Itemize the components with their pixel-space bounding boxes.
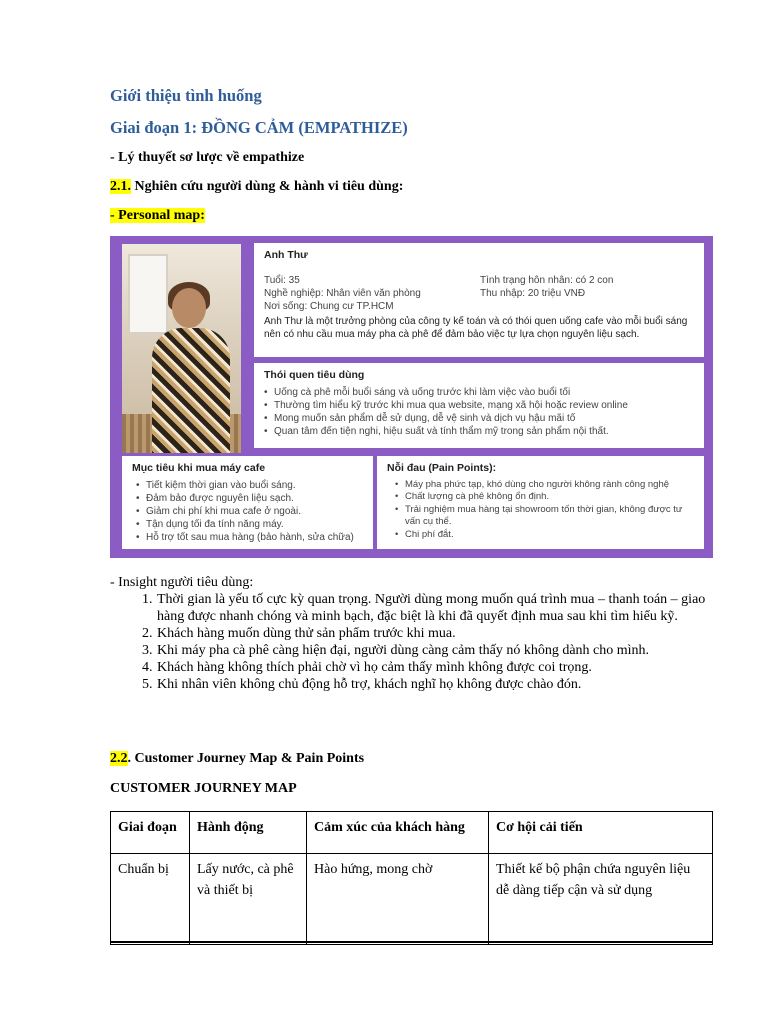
- insight-item: 3. Khi máy pha cà phê càng hiện đại, người dùng càng cảm thấy nó không dành cho mình.: [156, 642, 710, 659]
- persona-photo: [122, 244, 241, 453]
- habit-item: • Quan tâm đến tiện nghi, hiệu suất và tính thẩm mỹ trong sản phẩm nội thất.: [264, 425, 694, 438]
- persona-income: Thu nhập: 20 triệu VNĐ: [480, 288, 586, 299]
- persona-profile-card: [254, 243, 704, 357]
- theory-line: - Lý thuyết sơ lược về empathize: [110, 150, 305, 165]
- insight-item: 4. Khách hàng không thích phải chờ vì họ cảm thấy mình không được coi trọng.: [156, 659, 710, 676]
- customer-journey-table: [110, 811, 713, 945]
- section-2-1-number: 2.1.: [110, 179, 131, 194]
- habits-title: Thói quen tiêu dùng: [264, 369, 365, 381]
- habits-card: [254, 363, 704, 448]
- table-bottom-border: [110, 941, 713, 943]
- pain-point-item: • Máy pha phức tạp, khó dùng cho người không rành công nghệ: [395, 479, 694, 492]
- insight-list: [110, 591, 710, 693]
- habit-item: • Thường tìm hiểu kỹ trước khi mua qua website, mạng xã hội hoặc review online: [264, 399, 694, 412]
- pain-points-title: Nỗi đau (Pain Points):: [387, 462, 497, 474]
- pain-points-card: [377, 456, 704, 549]
- table-cell: Chuẩn bị: [111, 854, 190, 945]
- persona-job: Nghề nghiệp: Nhân viên văn phòng: [264, 288, 421, 299]
- insight-title: - Insight người tiêu dùng:: [110, 575, 254, 590]
- personal-map-label: [110, 208, 205, 224]
- pain-point-item: • Trải nghiệm mua hàng tại showroom tốn thời gian, không được tư vấn cụ thể.: [395, 504, 694, 529]
- table-header: Giai đoạn: [111, 812, 190, 854]
- insight-item: 2. Khách hàng muốn dùng thử sản phẩm trước khi mua.: [156, 625, 710, 642]
- heading-stage1: Giai đoạn 1: ĐỒNG CẢM (EMPATHIZE): [110, 118, 408, 137]
- goal-item: • Giảm chi phí khi mua cafe ở ngoài.: [136, 505, 363, 518]
- section-2-2: [110, 751, 364, 767]
- table-cell: Thiết kế bộ phận chứa nguyên liệu dễ dàng tiếp cận và sử dụng: [489, 854, 713, 945]
- cjm-title: CUSTOMER JOURNEY MAP: [110, 781, 297, 796]
- persona-bio: Anh Thư là một trưởng phòng của công ty kế toán và có thói quen uống cafe vào mỗi buổi sáng nên có nhu cầu mua máy pha cà phê để đảm bảo việc tự lựa chọn nguyên liệu sạch.: [264, 316, 688, 340]
- persona-age: Tuổi: 35: [264, 275, 300, 286]
- goal-item: • Tận dụng tối đa tính năng máy.: [136, 518, 363, 531]
- insight-section: [110, 574, 710, 693]
- persona-home: Nơi sống: Chung cư TP.HCM: [264, 301, 394, 312]
- table-header: Cảm xúc của khách hàng: [307, 812, 489, 854]
- goals-title: Mục tiêu khi mua máy cafe: [132, 462, 266, 474]
- pain-point-item: • Chất lượng cà phê không ổn định.: [395, 491, 694, 504]
- table-header-row: [111, 812, 713, 854]
- persona-map: [110, 236, 713, 558]
- habit-item: • Mong muốn sản phẩm dễ sử dụng, dễ vệ sinh và dịch vụ hậu mãi tố: [264, 412, 694, 425]
- insight-item: 1. Thời gian là yếu tố cực kỳ quan trọng. Người dùng mong muốn quá trình mua – thanh toán – giao hàng được nhanh chóng và minh bạch, đặc biệt là khi đã quyết định mua sau khi tìm hiểu kỹ.: [156, 591, 710, 625]
- section-2-2-number: 2.2: [110, 751, 128, 766]
- goal-item: • Hỗ trợ tốt sau mua hàng (bảo hành, sửa chữa): [136, 531, 363, 544]
- persona-marital: Tình trạng hôn nhân: có 2 con: [480, 275, 614, 286]
- table-cell: Hào hứng, mong chờ: [307, 854, 489, 945]
- table-header: Hành động: [190, 812, 307, 854]
- habit-item: • Uống cà phê mỗi buổi sáng và uống trước khi làm việc vào buổi tối: [264, 386, 694, 399]
- heading-intro: Giới thiệu tình huống: [110, 86, 262, 105]
- table-header: Cơ hội cải tiến: [489, 812, 713, 854]
- table-cell: Lấy nước, cà phê và thiết bị: [190, 854, 307, 945]
- section-2-1: [110, 179, 403, 195]
- personal-map-label-text: - Personal map:: [110, 208, 205, 223]
- persona-name: Anh Thư: [264, 249, 308, 261]
- goal-item: • Đảm bảo được nguyên liệu sạch.: [136, 492, 363, 505]
- insight-item: 5. Khi nhân viên không chủ động hỗ trợ, khách nghĩ họ không được chào đón.: [156, 676, 710, 693]
- goals-card: [122, 456, 373, 549]
- table-row: [111, 854, 713, 945]
- pain-point-item: • Chi phí đắt.: [395, 529, 694, 542]
- section-2-2-title: . Customer Journey Map & Pain Points: [127, 751, 365, 766]
- goal-item: • Tiết kiệm thời gian vào buổi sáng.: [136, 479, 363, 492]
- section-2-1-title: Nghiên cứu người dùng & hành vi tiêu dùng:: [131, 179, 404, 194]
